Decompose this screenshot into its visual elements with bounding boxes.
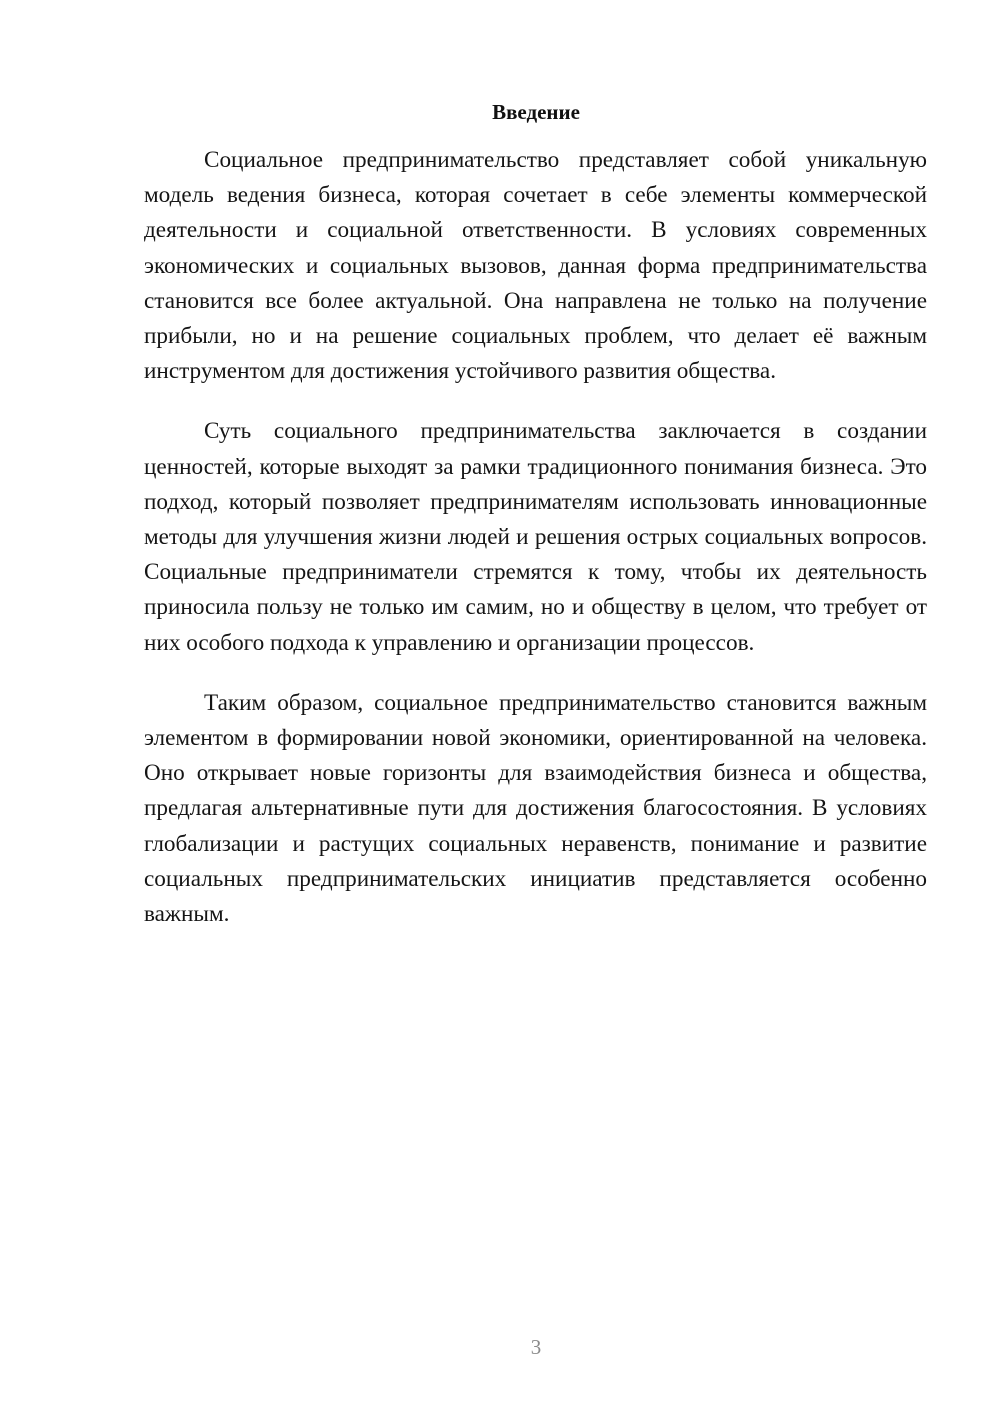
body-text: [144, 143, 927, 957]
paragraph-1: Социальное предпринимательство представляет собой уникальную модель ведения бизнеса, которая сочетает в себе элементы коммерческой деятельности и социальной ответственности. В условиях современных экономических и социальных вызовов, данная форма предпринимательства становится все более актуальной. Она направлена не только на получение прибыли, но и на решение социальных проблем, что делает её важным инструментом для достижения устойчивого развития общества.: [144, 147, 927, 385]
paragraph-2: Суть социального предпринимательства заключается в создании ценностей, которые выходят за рамки традиционного понимания бизнеса. Это подход, который позволяет предпринимателям использовать инновационные методы для улучшения жизни людей и решения острых социальных вопросов. Социальные предприниматели стремятся к тому, чтобы их деятельность приносила пользу не только им самим, но и обществу в целом, что требует от них особого подхода к управлению и организации процессов.: [144, 418, 927, 656]
section-heading: Введение: [492, 100, 580, 124]
paragraph-3: Таким образом, социальное предпринимательство становится важным элементом в формировании новой экономики, ориентированной на человека. Оно открывает новые горизонты для взаимодействия бизнеса и общества, предлагая альтернативные пути для достижения благосостояния. В условиях глобализации и растущих социальных неравенств, понимание и развитие социальных предпринимательских инициатив представляется особенно важным.: [144, 689, 927, 928]
page-number: 3: [530, 1335, 542, 1359]
